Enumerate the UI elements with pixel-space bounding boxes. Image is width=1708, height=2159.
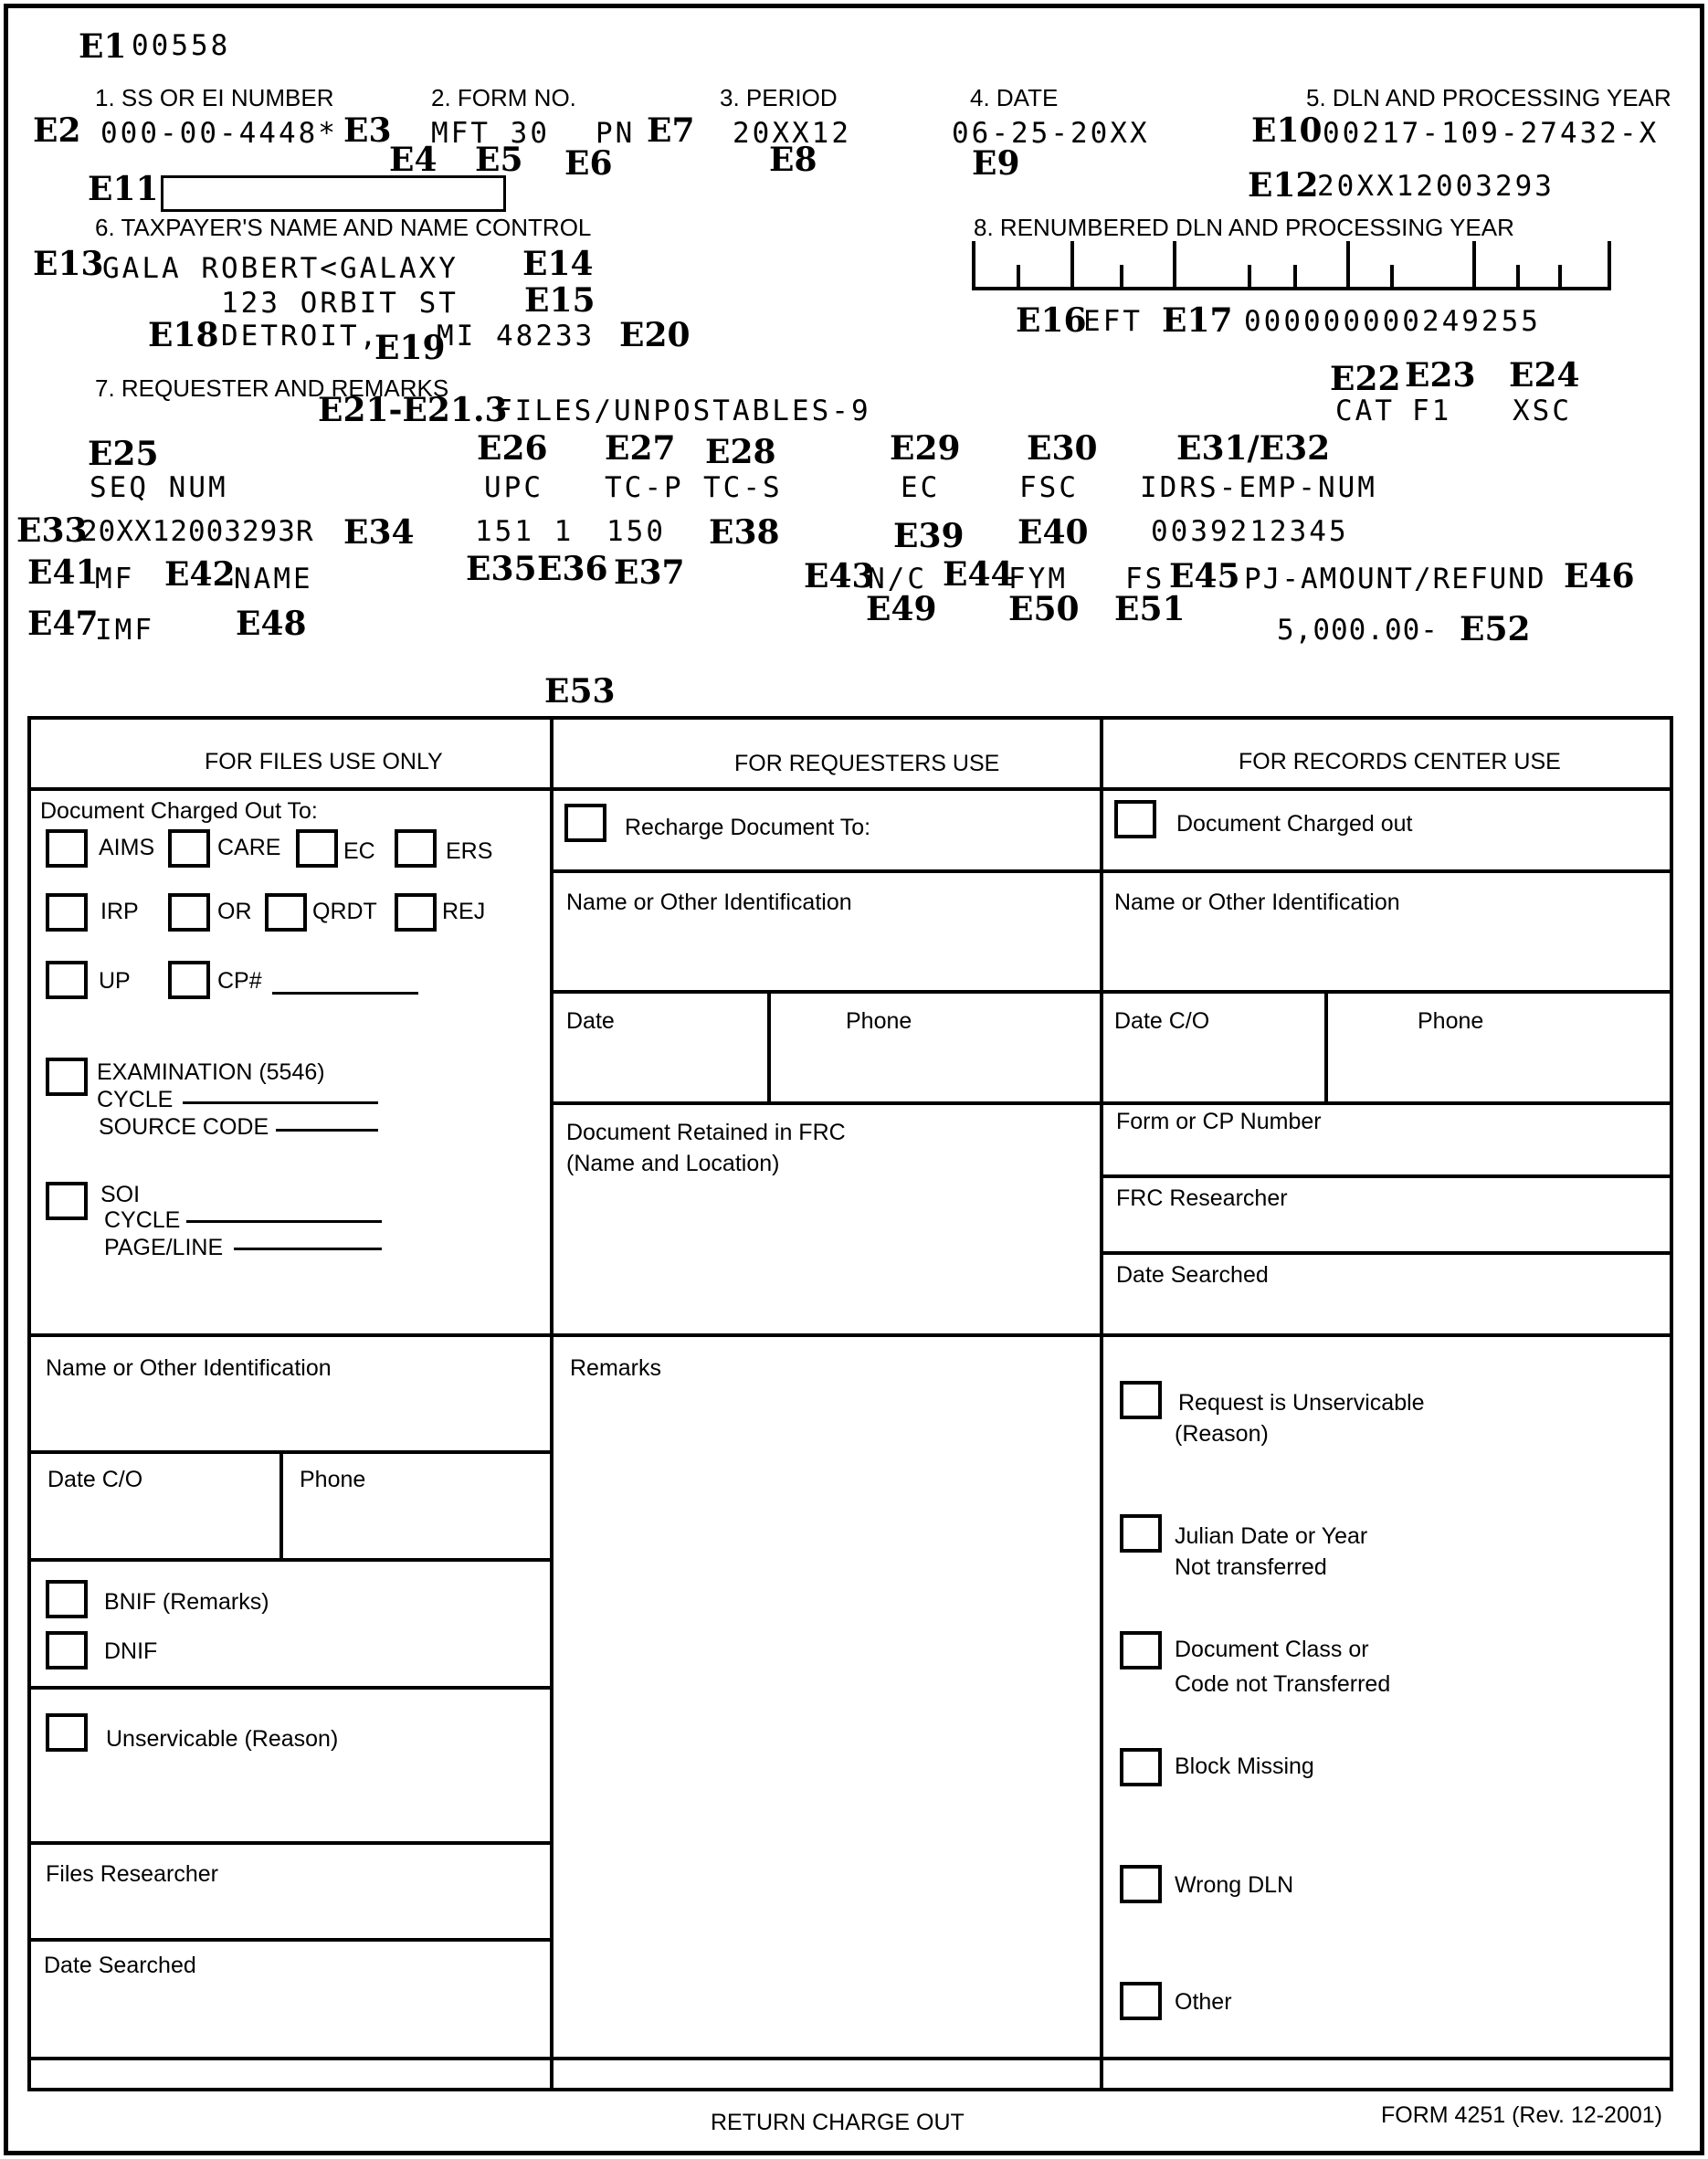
- requesters-date-label: Date: [566, 1008, 615, 1034]
- annotation-e52: E52: [1460, 610, 1531, 648]
- city-value: DETROIT,: [221, 320, 380, 353]
- page-line-label: PAGE/LINE: [104, 1235, 224, 1260]
- soi-cycle-line[interactable]: [186, 1220, 382, 1223]
- annotation-e7: E7: [647, 111, 695, 150]
- upc-value: 151 1: [475, 515, 575, 548]
- records-row-line: [1100, 1174, 1670, 1178]
- annotation-e24: E24: [1509, 356, 1580, 395]
- annotation-e25: E25: [88, 435, 159, 473]
- ec-checkbox[interactable]: [296, 829, 338, 868]
- mf-label: MF: [95, 563, 135, 595]
- not-transferred-label: Not transferred: [1175, 1554, 1327, 1580]
- fs-label: FS: [1125, 563, 1165, 595]
- files-row-line: [27, 1841, 554, 1845]
- files-date-co-label: Date C/O: [47, 1467, 143, 1492]
- files-researcher-label: Files Researcher: [46, 1861, 218, 1887]
- annotation-e50: E50: [1008, 590, 1080, 628]
- soi-label: SOI: [100, 1182, 141, 1207]
- care-label: CARE: [217, 835, 281, 860]
- rej-label: REJ: [442, 899, 486, 924]
- bottom-strip-line: [27, 2057, 1673, 2060]
- ruler-tick: [1173, 241, 1176, 290]
- records-date-co-label: Date C/O: [1114, 1008, 1210, 1034]
- annotation-e40: E40: [1017, 513, 1089, 552]
- records-column-title: FOR RECORDS CENTER USE: [1239, 749, 1561, 774]
- column-divider: [1100, 716, 1103, 2091]
- cp-label: CP#: [217, 968, 262, 994]
- requesters-row-line: [550, 869, 1103, 873]
- header-row-line: [27, 787, 1673, 791]
- or-checkbox[interactable]: [168, 893, 210, 932]
- ruler-tick: [1516, 265, 1520, 290]
- annotation-e29: E29: [890, 429, 961, 468]
- files-cell-divider: [279, 1450, 283, 1560]
- state-zip-value: MI 48233: [437, 320, 596, 353]
- requesters-name-id-label: Name or Other Identification: [566, 890, 852, 915]
- annotation-e11: E11: [88, 170, 159, 208]
- ruler-tick: [1608, 241, 1611, 290]
- fsc-label: FSC: [1019, 471, 1079, 504]
- form-cp-number-label: Form or CP Number: [1116, 1109, 1322, 1134]
- date-value: 06-25-20XX: [952, 117, 1150, 150]
- annotation-e8: E8: [769, 141, 817, 179]
- annotation-e20: E20: [619, 316, 691, 354]
- wrong-dln-label: Wrong DLN: [1175, 1872, 1294, 1898]
- amount-value: 5,000.00-: [1277, 614, 1439, 647]
- care-checkbox[interactable]: [168, 829, 210, 868]
- annotation-e14: E14: [522, 245, 594, 283]
- request-unservicable-checkbox[interactable]: [1120, 1381, 1162, 1419]
- annotation-e53: E53: [544, 672, 616, 711]
- files-phone-label: Phone: [300, 1467, 366, 1492]
- records-row-line: [1100, 1251, 1670, 1255]
- records-name-id-label: Name or Other Identification: [1114, 890, 1400, 915]
- field-5-label: 5. DLN AND PROCESSING YEAR: [1306, 84, 1671, 111]
- charged-out-label: Document Charged out: [1176, 811, 1413, 837]
- annotation-e44: E44: [943, 555, 1014, 594]
- annotation-e30: E30: [1027, 429, 1098, 468]
- annotation-e10: E10: [1251, 111, 1323, 150]
- ruler-tick: [1390, 265, 1394, 290]
- source-code-label: SOURCE CODE: [99, 1114, 269, 1140]
- or-label: OR: [217, 899, 252, 924]
- qrdt-checkbox[interactable]: [265, 893, 307, 932]
- records-cell-divider: [1324, 990, 1328, 1103]
- unservicable-label: Unservicable (Reason): [106, 1726, 339, 1752]
- annotation-e46: E46: [1564, 557, 1635, 595]
- cp-checkbox[interactable]: [168, 961, 210, 999]
- eft-label: EFT: [1083, 305, 1143, 338]
- files-date-searched-label: Date Searched: [44, 1953, 196, 1978]
- fym-label: FYM: [1008, 563, 1068, 595]
- up-label: UP: [99, 968, 131, 994]
- records-row-line: [1100, 869, 1673, 873]
- requesters-column-title: FOR REQUESTERS USE: [734, 751, 1000, 776]
- idrs-emp-num-value: 0039212345: [1151, 515, 1349, 548]
- bnif-checkbox[interactable]: [46, 1580, 88, 1618]
- document-class-label: Document Class or: [1175, 1637, 1369, 1662]
- files-row-line: [27, 1450, 554, 1454]
- dnif-label: DNIF: [104, 1638, 158, 1664]
- other-label: Other: [1175, 1989, 1232, 2015]
- ruler-tick: [1070, 241, 1074, 290]
- upc-label: UPC: [484, 471, 543, 504]
- examination-checkbox[interactable]: [46, 1058, 88, 1096]
- ruler-tick: [1472, 241, 1476, 290]
- annotation-e27: E27: [605, 429, 676, 468]
- page-line-line[interactable]: [234, 1248, 382, 1250]
- ssn-value: 000-00-4448*: [100, 117, 338, 150]
- charged-out-checkbox[interactable]: [1114, 800, 1156, 838]
- annotation-e6: E6: [564, 144, 613, 183]
- files-row-line: [27, 1938, 554, 1942]
- files-column-title: FOR FILES USE ONLY: [205, 749, 443, 774]
- field-2-label: 2. FORM NO.: [431, 84, 576, 111]
- annotation-e42: E42: [164, 555, 236, 594]
- aims-label: AIMS: [99, 835, 155, 860]
- field-8-label: 8. RENUMBERED DLN AND PROCESSING YEAR: [974, 214, 1514, 241]
- annotation-e47: E47: [27, 605, 99, 643]
- idrs-emp-num-label: IDRS-EMP-NUM: [1140, 471, 1377, 504]
- exam-cycle-line[interactable]: [183, 1101, 378, 1104]
- annotation-e18: E18: [148, 316, 219, 354]
- street-address: 123 ORBIT ST: [221, 287, 459, 320]
- records-row-line: [1100, 1101, 1673, 1105]
- files-row-line: [27, 1558, 554, 1562]
- bnif-label: BNIF (Remarks): [104, 1589, 269, 1615]
- source-code-line[interactable]: [276, 1129, 378, 1132]
- annotation-e15: E15: [524, 281, 596, 320]
- period-value: 20XX12: [733, 117, 851, 150]
- annotation-e23: E23: [1405, 356, 1476, 395]
- annotation-e4: E4: [389, 141, 438, 179]
- nc-label: N/C: [868, 563, 927, 595]
- unservicable-checkbox[interactable]: [46, 1713, 88, 1752]
- dln-value: 00217-109-27432-X: [1323, 117, 1660, 150]
- requesters-cell-divider: [767, 990, 771, 1103]
- cp-number-line[interactable]: [272, 992, 418, 995]
- annotation-e33: E33: [16, 511, 88, 550]
- blank-entry-box: [161, 175, 506, 212]
- code-not-transferred-label: Code not Transferred: [1175, 1671, 1391, 1697]
- imf-label: IMF: [95, 614, 154, 647]
- annotation-e2: E2: [33, 111, 81, 150]
- annotation-e31-e32: E31/E32: [1176, 429, 1331, 468]
- irp-checkbox[interactable]: [46, 893, 88, 932]
- pj-amount-label: PJ-AMOUNT/REFUND: [1244, 563, 1546, 595]
- soi-checkbox[interactable]: [46, 1182, 88, 1220]
- annotation-e28: E28: [705, 433, 776, 471]
- ruler-tick: [972, 241, 975, 290]
- annotation-e49: E49: [866, 590, 937, 628]
- annotation-e19: E19: [374, 329, 446, 367]
- aims-checkbox[interactable]: [46, 829, 88, 868]
- ruler-tick: [1346, 241, 1350, 290]
- field-1-label: 1. SS OR EI NUMBER: [95, 84, 334, 111]
- annotation-e38: E38: [709, 513, 780, 552]
- ec-label: EC: [901, 471, 941, 504]
- form-number-label: FORM 4251 (Rev. 12-2001): [1381, 2102, 1662, 2128]
- request-unservicable-label: Request is Unservicable: [1178, 1390, 1425, 1416]
- field-7-label: 7. REQUESTER AND REMARKS: [95, 374, 449, 402]
- requesters-row-line: [550, 990, 1103, 994]
- requesters-phone-label: Phone: [846, 1008, 912, 1034]
- xsc-label: XSC: [1513, 395, 1572, 427]
- annotation-e22: E22: [1330, 360, 1401, 398]
- tc-s-label: TC-S: [703, 471, 783, 504]
- annotation-e17: E17: [1162, 301, 1233, 340]
- block-missing-checkbox[interactable]: [1120, 1748, 1162, 1786]
- annotation-e34: E34: [343, 513, 415, 552]
- recharge-label: Recharge Document To:: [625, 815, 871, 840]
- pn-value: PN: [596, 117, 636, 150]
- seq-num-label: SEQ NUM: [90, 471, 228, 504]
- frc-researcher-label: FRC Researcher: [1116, 1185, 1288, 1211]
- charged-out-to-label: Document Charged Out To:: [40, 798, 318, 824]
- dnif-checkbox[interactable]: [46, 1631, 88, 1669]
- annotation-e43: E43: [804, 557, 875, 595]
- renumbered-dln-ruler: [972, 287, 1611, 290]
- section-divider: [27, 1333, 1673, 1337]
- column-divider: [550, 716, 554, 2091]
- files-row-line: [27, 1686, 554, 1690]
- retained-sub-label: (Name and Location): [566, 1151, 780, 1176]
- annotation-e12: E12: [1248, 166, 1319, 205]
- ers-label: ERS: [446, 838, 493, 864]
- annotation-e16: E16: [1016, 301, 1087, 340]
- requesters-row-line: [550, 1101, 1103, 1105]
- eft-number: 000000000249255: [1244, 305, 1541, 338]
- retained-label: Document Retained in FRC: [566, 1120, 846, 1145]
- annotation-e13: E13: [33, 245, 104, 283]
- annotation-e39: E39: [893, 517, 965, 555]
- seq-num-value: 20XX12003293R: [80, 515, 314, 548]
- requester-remarks: FILES/UNPOSTABLES-9: [495, 395, 871, 427]
- files-name-id-label: Name or Other Identification: [46, 1355, 332, 1381]
- annotation-e51: E51: [1114, 590, 1186, 628]
- annotation-e36: E36: [537, 550, 608, 588]
- exam-cycle-label: CYCLE: [97, 1087, 174, 1112]
- field-4-label: 4. DATE: [970, 84, 1059, 111]
- records-row-line: [1100, 990, 1673, 994]
- annotation-e45: E45: [1169, 557, 1240, 595]
- irp-label: IRP: [100, 899, 139, 924]
- remarks-label: Remarks: [570, 1355, 662, 1381]
- taxpayer-name: GALA ROBERT<GALAXY: [102, 252, 459, 285]
- tc-p-value: 150: [606, 515, 666, 548]
- annotation-e5: E5: [475, 141, 523, 179]
- wrong-dln-checkbox[interactable]: [1120, 1865, 1162, 1903]
- records-date-searched-label: Date Searched: [1116, 1262, 1269, 1288]
- records-phone-label: Phone: [1418, 1008, 1484, 1034]
- up-checkbox[interactable]: [46, 961, 88, 999]
- qrdt-label: QRDT: [312, 899, 377, 924]
- ruler-tick: [1293, 265, 1297, 290]
- ers-checkbox[interactable]: [395, 829, 437, 868]
- document-class-checkbox[interactable]: [1120, 1631, 1162, 1669]
- ruler-tick: [1017, 265, 1020, 290]
- julian-date-checkbox[interactable]: [1120, 1514, 1162, 1553]
- annotation-e9: E9: [972, 144, 1020, 183]
- field-3-label: 3. PERIOD: [720, 84, 838, 111]
- ruler-tick: [1120, 265, 1123, 290]
- name-label: NAME: [234, 563, 313, 595]
- processing-year-value: 20XX12003293: [1317, 170, 1555, 203]
- ec-label: EC: [343, 838, 375, 864]
- annotation-e21: E21-E21.3: [318, 391, 508, 429]
- annotation-e41: E41: [27, 553, 99, 592]
- soi-cycle-label: CYCLE: [104, 1207, 181, 1233]
- ruler-tick: [1248, 265, 1251, 290]
- return-charge-out-label: RETURN CHARGE OUT: [711, 2110, 965, 2135]
- annotation-e37: E37: [614, 553, 685, 592]
- annotation-e26: E26: [477, 429, 548, 468]
- cat-value: F1: [1412, 395, 1452, 427]
- examination-label: EXAMINATION (5546): [97, 1059, 325, 1085]
- mft-value: MFT 30: [431, 117, 550, 150]
- annotation-e35: E35: [466, 550, 537, 588]
- annotation-e3: E3: [343, 111, 392, 150]
- rej-checkbox[interactable]: [395, 893, 437, 932]
- annotation-e1: E1: [79, 27, 127, 66]
- julian-date-label: Julian Date or Year: [1175, 1523, 1368, 1549]
- reason-label: (Reason): [1175, 1421, 1269, 1447]
- document-number: 00558: [132, 29, 231, 62]
- block-missing-label: Block Missing: [1175, 1754, 1314, 1779]
- cat-label: CAT: [1335, 395, 1395, 427]
- field-6-label: 6. TAXPAYER'S NAME AND NAME CONTROL: [95, 214, 592, 241]
- recharge-checkbox[interactable]: [564, 804, 606, 842]
- ruler-tick: [1558, 265, 1562, 290]
- annotation-e48: E48: [236, 605, 307, 643]
- tc-p-label: TC-P: [605, 471, 684, 504]
- other-checkbox[interactable]: [1120, 1982, 1162, 2020]
